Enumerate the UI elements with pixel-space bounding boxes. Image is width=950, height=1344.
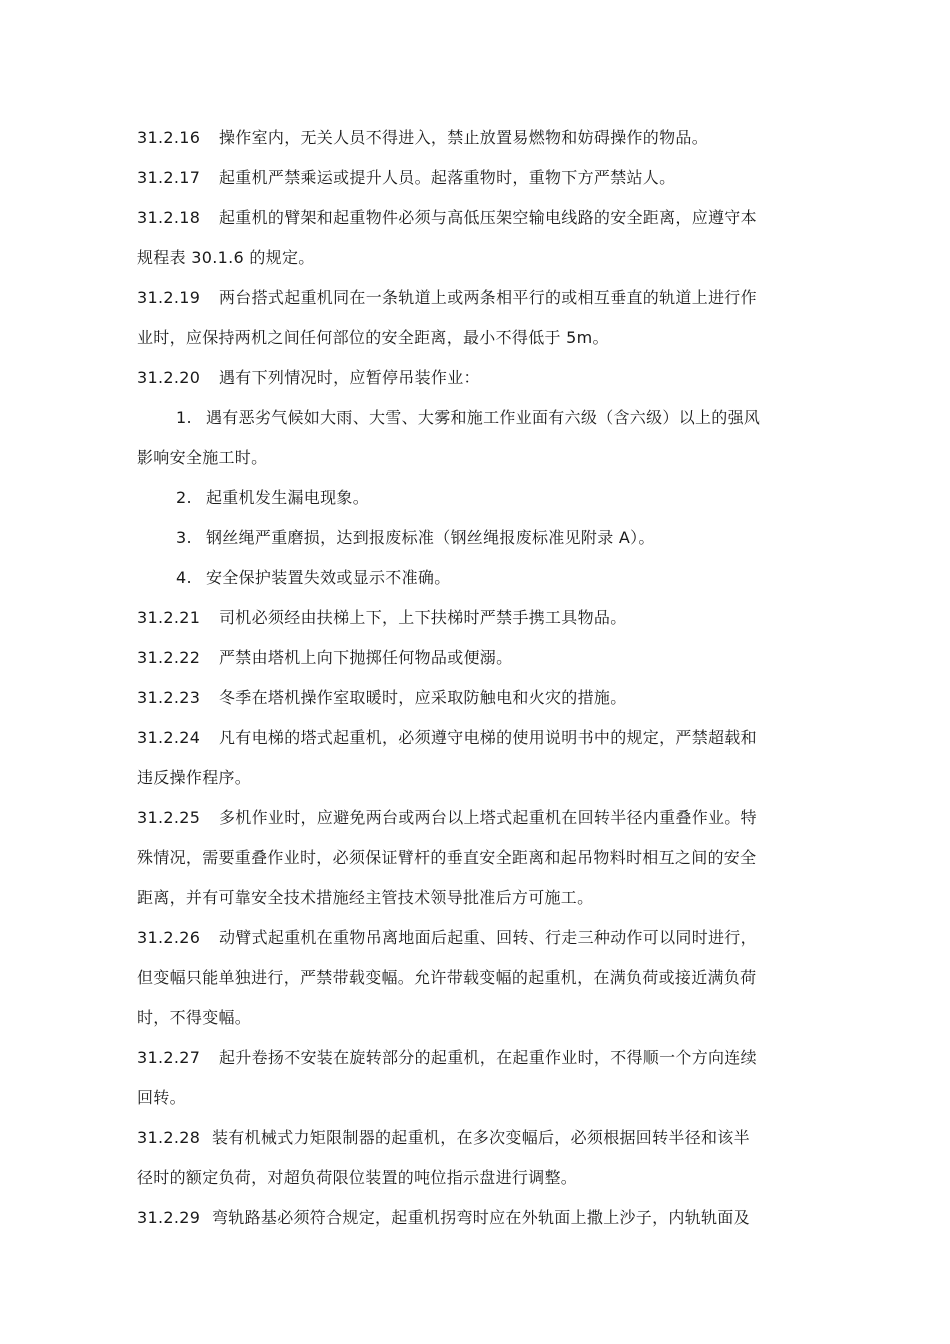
clause-31-2-26-line-2 [137, 958, 827, 998]
clause-text: 起重机严禁乘运或提升人员。起落重物时，重物下方严禁站人。 [219, 168, 676, 187]
list-item-number: 1. [176, 408, 192, 427]
clause-text: 操作室内，无关人员不得进入，禁止放置易燃物和妨碍操作的物品。 [219, 128, 709, 147]
clause-number: 31.2.28 [137, 1128, 201, 1147]
clause-text: 起升卷扬不安装在旋转部分的起重机，在起重作业时，不得顺一个方向连续 [219, 1048, 757, 1067]
clause-text: 遇有下列情况时，应暂停吊装作业： [219, 368, 480, 387]
clause-31-2-25-line-3 [137, 878, 827, 918]
clause-31-2-27-line-1 [137, 1038, 827, 1078]
clause-text: 多机作业时，应避免两台或两台以上塔式起重机在回转半径内重叠作业。特 [219, 808, 757, 827]
clause-number: 31.2.21 [137, 608, 201, 627]
clause-31-2-22 [137, 638, 827, 678]
clause-number: 31.2.20 [137, 368, 201, 387]
clause-31-2-23 [137, 678, 827, 718]
clause-text: 违反操作程序。 [137, 768, 252, 787]
clause-text: 装有机械式力矩限制器的起重机，在多次变幅后，必须根据回转半径和该半 [212, 1128, 750, 1147]
clause-number: 31.2.16 [137, 128, 201, 147]
list-item-1-line-1 [137, 398, 827, 438]
list-item-1-line-2 [137, 438, 827, 478]
clause-text: 严禁由塔机上向下抛掷任何物品或便溺。 [219, 648, 513, 667]
clause-31-2-26-line-3 [137, 998, 827, 1038]
clause-31-2-26-line-1 [137, 918, 827, 958]
clause-31-2-25-line-2 [137, 838, 827, 878]
clause-number: 31.2.22 [137, 648, 201, 667]
clause-31-2-16 [137, 118, 827, 158]
list-item-text: 安全保护装置失效或显示不准确。 [206, 568, 451, 587]
list-item-number: 4. [176, 568, 192, 587]
clause-31-2-17 [137, 158, 827, 198]
clause-text: 时，不得变幅。 [137, 1008, 252, 1027]
clause-number: 31.2.24 [137, 728, 201, 747]
clause-number: 31.2.25 [137, 808, 201, 827]
list-item-number: 3. [176, 528, 192, 547]
clause-31-2-24-line-1 [137, 718, 827, 758]
clause-31-2-28-line-2 [137, 1158, 827, 1198]
clause-text: 径时的额定负荷，对超负荷限位装置的吨位指示盘进行调整。 [137, 1168, 578, 1187]
clause-text: 回转。 [137, 1088, 186, 1107]
clause-text: 司机必须经由扶梯上下，上下扶梯时严禁手携工具物品。 [219, 608, 627, 627]
clause-text: 但变幅只能单独进行，严禁带载变幅。允许带载变幅的起重机，在满负荷或接近满负荷 [137, 968, 757, 987]
list-item-text: 钢丝绳严重磨损，达到报废标准（钢丝绳报废标准见附录 A）。 [206, 528, 655, 547]
clause-text: 业时，应保持两机之间任何部位的安全距离，最小不得低于 5m。 [137, 328, 609, 347]
clause-text: 起重机的臂架和起重物件必须与高低压架空输电线路的安全距离，应遵守本 [219, 208, 757, 227]
clause-number: 31.2.17 [137, 168, 201, 187]
clause-number: 31.2.23 [137, 688, 201, 707]
clause-31-2-18-line-2 [137, 238, 827, 278]
clause-31-2-21 [137, 598, 827, 638]
clause-31-2-20 [137, 358, 827, 398]
list-item-text: 遇有恶劣气候如大雨、大雪、大雾和施工作业面有六级（含六级）以上的强风 [206, 408, 761, 427]
clause-number: 31.2.19 [137, 288, 201, 307]
list-item-4 [137, 558, 827, 598]
document-body [137, 118, 827, 1238]
list-item-2 [137, 478, 827, 518]
list-item-number: 2. [176, 488, 192, 507]
clause-31-2-29-line-1 [137, 1198, 827, 1238]
clause-number: 31.2.29 [137, 1208, 201, 1227]
clause-number: 31.2.26 [137, 928, 201, 947]
clause-text: 凡有电梯的塔式起重机，必须遵守电梯的使用说明书中的规定，严禁超载和 [219, 728, 757, 747]
clause-31-2-25-line-1 [137, 798, 827, 838]
clause-31-2-27-line-2 [137, 1078, 827, 1118]
clause-text: 规程表 30.1.6 的规定。 [137, 248, 315, 267]
clause-31-2-19-line-1 [137, 278, 827, 318]
clause-number: 31.2.27 [137, 1048, 201, 1067]
clause-text: 两台搭式起重机同在一条轨道上或两条相平行的或相互垂直的轨道上进行作 [219, 288, 757, 307]
clause-text: 殊情况，需要重叠作业时，必须保证臂杆的垂直安全距离和起吊物料时相互之间的安全 [137, 848, 757, 867]
clause-number: 31.2.18 [137, 208, 201, 227]
clause-text: 冬季在塔机操作室取暖时，应采取防触电和火灾的措施。 [219, 688, 627, 707]
clause-31-2-18-line-1 [137, 198, 827, 238]
clause-31-2-28-line-1 [137, 1118, 827, 1158]
clause-31-2-19-line-2 [137, 318, 827, 358]
list-item-text: 影响安全施工时。 [137, 448, 268, 467]
list-item-text: 起重机发生漏电现象。 [206, 488, 370, 507]
clause-text: 动臂式起重机在重物吊离地面后起重、回转、行走三种动作可以同时进行， [219, 928, 757, 947]
clause-text: 弯轨路基必须符合规定，起重机拐弯时应在外轨面上撒上沙子，内轨轨面及 [212, 1208, 750, 1227]
clause-text: 距离，并有可靠安全技术措施经主管技术领导批准后方可施工。 [137, 888, 594, 907]
clause-31-2-24-line-2 [137, 758, 827, 798]
list-item-3 [137, 518, 827, 558]
